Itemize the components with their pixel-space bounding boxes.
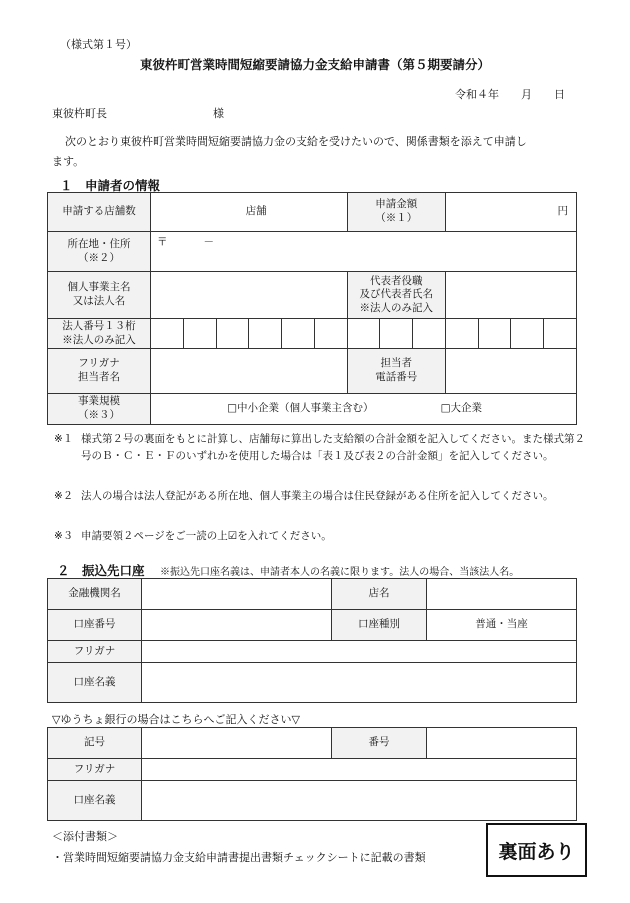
postal-mark: 〒 <box>157 236 168 248</box>
corporate-number-digit[interactable] <box>511 319 544 349</box>
intro-line-1: 次のとおり東彼杵町営業時間短縮要請協力金の支給を受けたいので、関係書類を添えて申請し <box>65 135 527 148</box>
yucho-number-label: 番号 <box>332 728 427 759</box>
corporate-number-digit[interactable] <box>544 319 577 349</box>
note-3-mark: ※３ <box>54 530 74 542</box>
postal-dash: － <box>203 236 214 248</box>
branch-name-label: 店名 <box>332 579 427 610</box>
corporate-number-digit[interactable] <box>478 319 511 349</box>
account-furigana-field[interactable] <box>142 641 577 663</box>
corporate-number-digit[interactable] <box>413 319 446 349</box>
note-2-text: 法人の場合は法人登記がある所在地、個人事業主の場合は住民登録がある住所を記入してください。 <box>81 490 554 502</box>
form-number: （様式第１号） <box>60 38 137 51</box>
yucho-holder-field[interactable] <box>142 781 577 821</box>
amount-label: 申請金額 （※１） <box>347 193 445 232</box>
corporate-number-digit[interactable] <box>216 319 249 349</box>
yucho-furigana-field[interactable] <box>142 759 577 781</box>
yucho-symbol-label: 記号 <box>48 728 142 759</box>
yucho-symbol-field[interactable] <box>142 728 332 759</box>
amount-field[interactable] <box>445 193 576 232</box>
section2-heading: ２ 振込先口座 <box>57 563 145 578</box>
yucho-number-field[interactable] <box>427 728 577 759</box>
corporate-number-digit[interactable] <box>347 319 380 349</box>
contact-phone-label: 担当者 電話番号 <box>347 349 445 394</box>
account-holder-label: 口座名義 <box>48 663 142 703</box>
account-type-label: 口座種別 <box>332 610 427 641</box>
intro-line-2: ます。 <box>52 155 85 168</box>
note-2-mark: ※２ <box>54 490 74 502</box>
corporate-number-digit[interactable] <box>249 319 282 349</box>
address-field[interactable] <box>151 232 577 272</box>
contact-phone-field[interactable] <box>445 349 576 394</box>
note-2 <box>54 488 586 522</box>
form-title: 東彼杵町営業時間短縮要請協力金支給申請書（第５期要請分） <box>139 57 490 72</box>
corporate-number-digit[interactable] <box>314 319 347 349</box>
note-1-text: 様式第２号の裏面をもとに計算し、店舗毎に算出した支給額の合計金額を記入してください。また様式第２号のＢ・Ｃ・Ｅ・Ｆのいずれかを使用した場合は「表１及び表２の合計金額」を記入してください。 <box>81 433 585 462</box>
yucho-heading: ▽ゆうちょ銀行の場合はこちらへご記入ください▽ <box>52 713 300 726</box>
corporate-number-digit[interactable] <box>445 319 478 349</box>
representative-label: 代表者役職 及び代表者氏名 ※法人のみ記入 <box>347 272 445 319</box>
amount-unit: 円 <box>557 205 568 218</box>
attachments-item: ・営業時間短縮要請協力金支給申請書提出書類チェックシートに記載の書類 <box>52 851 426 864</box>
num-stores-unit: 店舗 <box>245 205 267 218</box>
reverse-side-stamp: 裏面あり <box>486 823 587 877</box>
addressee-honorific: 様 <box>213 107 224 120</box>
account-holder-field[interactable] <box>142 663 577 703</box>
note-1 <box>54 431 586 483</box>
note-1-mark: ※１ <box>54 433 74 445</box>
bank-name-field[interactable] <box>142 579 332 610</box>
corporate-number-digit[interactable] <box>380 319 413 349</box>
note-3-text: 申請要領２ページをご一読の上☑を入れてください。 <box>81 530 332 542</box>
attachments-heading: ＜添付書類＞ <box>52 830 118 843</box>
representative-field[interactable] <box>445 272 576 319</box>
yucho-account-table <box>47 727 577 821</box>
bank-account-table <box>47 578 577 703</box>
contact-person-field[interactable] <box>151 349 348 394</box>
business-name-label: 個人事業主名 又は法人名 <box>48 272 151 319</box>
business-scale-label: 事業規模 （※３） <box>48 394 151 425</box>
section1-heading: １ 申請者の情報 <box>60 178 161 193</box>
scale-small-checkbox[interactable]: □中小企業（個人事業主含む） <box>151 394 413 425</box>
address-label: 所在地・住所 （※２） <box>48 232 151 272</box>
note-3 <box>54 528 586 546</box>
section2-note: ※振込先口座名義は、申請者本人の名義に限ります。法人の場合、当該法人名。 <box>160 567 520 578</box>
yucho-furigana-label: フリガナ <box>48 759 142 781</box>
addressee: 東彼杵町長 <box>52 107 107 120</box>
corporate-number-digit[interactable] <box>282 319 315 349</box>
contact-person-label: フリガナ 担当者名 <box>48 349 151 394</box>
account-number-field[interactable] <box>142 610 332 641</box>
yucho-holder-label: 口座名義 <box>48 781 142 821</box>
corporate-number-label: 法人番号１３桁 ※法人のみ記入 <box>48 319 151 349</box>
account-type-field[interactable]: 普通・当座 <box>427 610 577 641</box>
application-date[interactable]: 令和４年 月 日 <box>455 88 565 101</box>
account-number-label: 口座番号 <box>48 610 142 641</box>
scale-large-checkbox[interactable]: □大企業 <box>413 394 577 425</box>
branch-name-field[interactable] <box>427 579 577 610</box>
bank-name-label: 金融機関名 <box>48 579 142 610</box>
corporate-number-digit[interactable] <box>151 319 184 349</box>
applicant-info-table <box>47 192 577 425</box>
account-furigana-label: フリガナ <box>48 641 142 663</box>
num-stores-field[interactable] <box>151 193 348 232</box>
corporate-number-digit[interactable] <box>183 319 216 349</box>
business-name-field[interactable] <box>151 272 348 319</box>
num-stores-label: 申請する店舗数 <box>48 193 151 232</box>
